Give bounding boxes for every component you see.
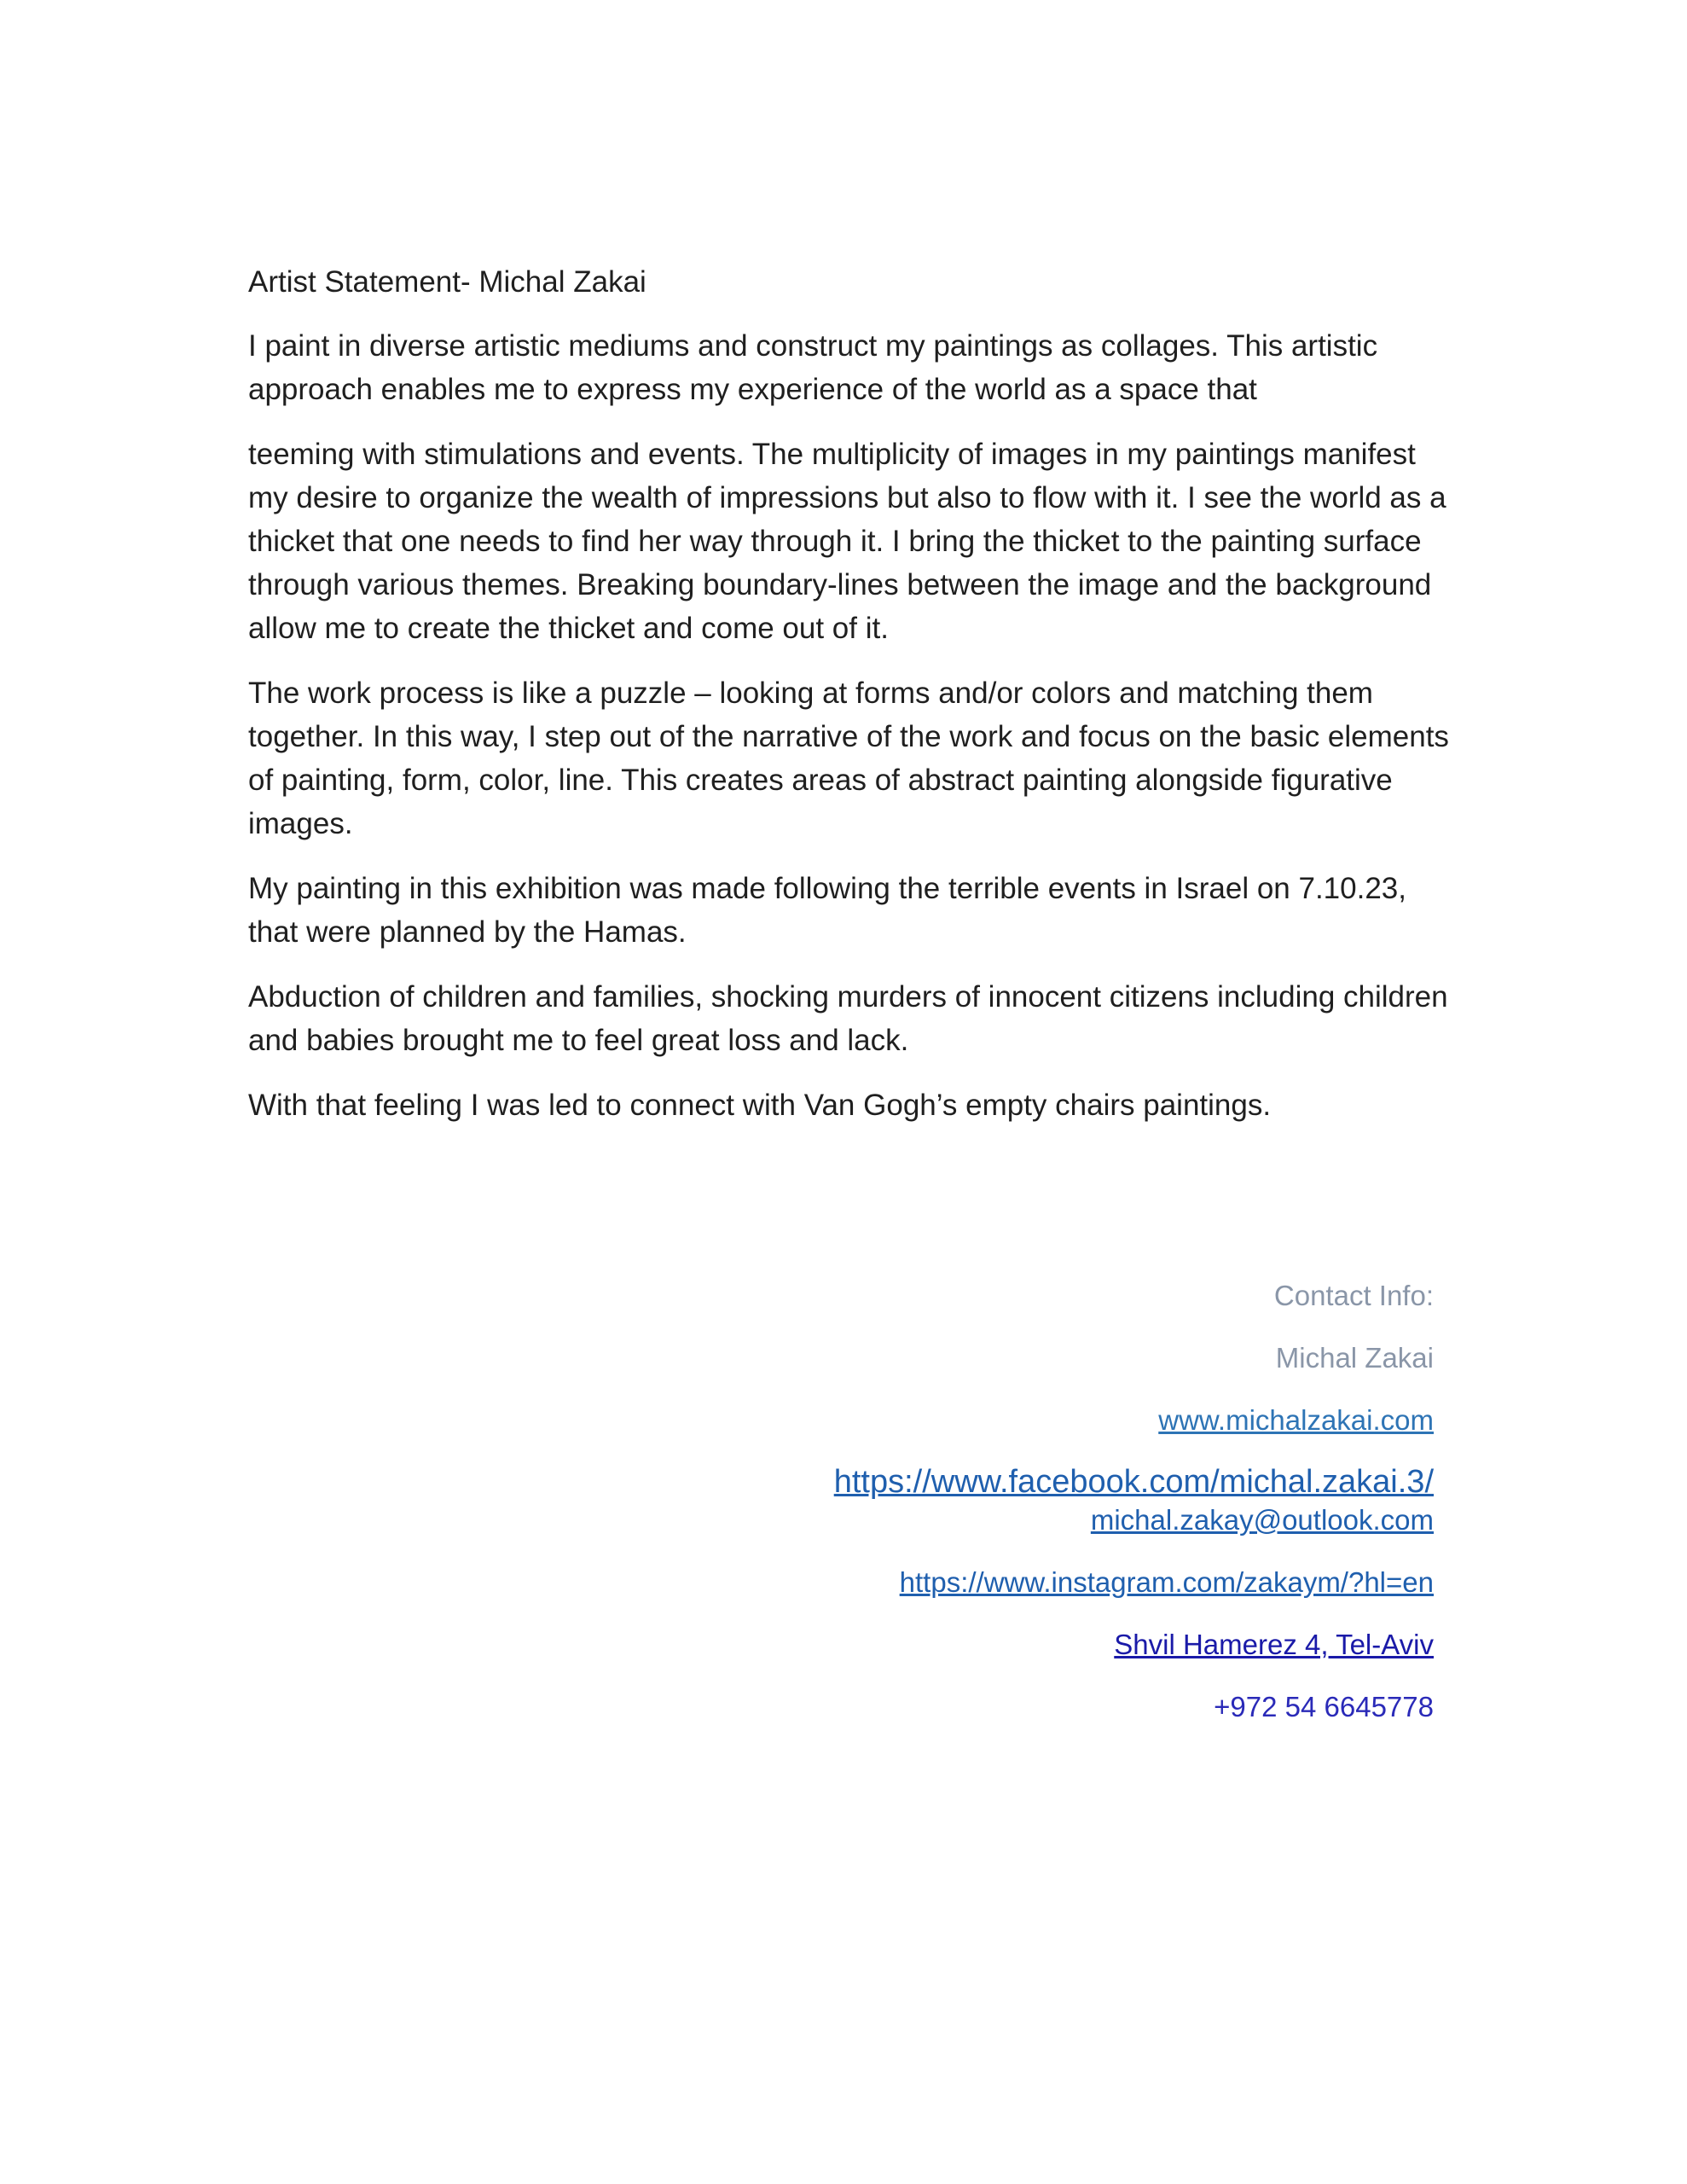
phone-number: +972 54 6645778 [1214, 1691, 1434, 1722]
artist-statement [248, 260, 1459, 1148]
facebook-link[interactable]: https://www.facebook.com/michal.zakai.3/ [833, 1464, 1434, 1500]
statement-paragraph-2: teeming with stimulations and events. The multiplicity of images in my paintings manifest my desire to organize the wealth of impressions but also to flow with it. I see the world as a thicket that one needs to find her way through it. I bring the thicket to the painting surface through various themes. Breaking boundary-lines between the image and the background allow me to create the thicket and come out of it. [248, 438, 1446, 645]
contact-label: Contact Info: [1273, 1280, 1434, 1311]
statement-paragraph-1: I paint in diverse artistic mediums and construct my paintings as collages. This artistic approach enables me to express my experience of the world as a space that [248, 329, 1378, 406]
contact-name: Michal Zakai [1275, 1342, 1434, 1374]
statement-paragraph-4: My painting in this exhibition was made following the terrible events in Israel on 7.10.23, that were planned by the Hamas. [248, 872, 1406, 949]
contact-info [410, 1277, 1434, 1726]
address-link[interactable]: Shvil Hamerez 4, Tel-Aviv [1114, 1629, 1434, 1660]
statement-title: Artist Statement- Michal Zakai [248, 265, 646, 299]
statement-paragraph-6: With that feeling I was led to connect with Van Gogh’s empty chairs paintings. [248, 1089, 1272, 1122]
statement-paragraph-3: The work process is like a puzzle – looking at forms and/or colors and matching them together. In this way, I step out of the narrative of the work and focus on the basic elements of painting, form, color, line. This creates areas of abstract painting alongside figurative images. [248, 677, 1449, 840]
email-link[interactable]: michal.zakay@outlook.com [1090, 1504, 1434, 1536]
statement-paragraph-5: Abduction of children and families, shocking murders of innocent citizens including children and babies brought me to feel great loss and lack. [248, 980, 1448, 1057]
instagram-link[interactable]: https://www.instagram.com/zakaym/?hl=en [899, 1566, 1434, 1598]
website-link[interactable]: www.michalzakai.com [1158, 1404, 1434, 1436]
